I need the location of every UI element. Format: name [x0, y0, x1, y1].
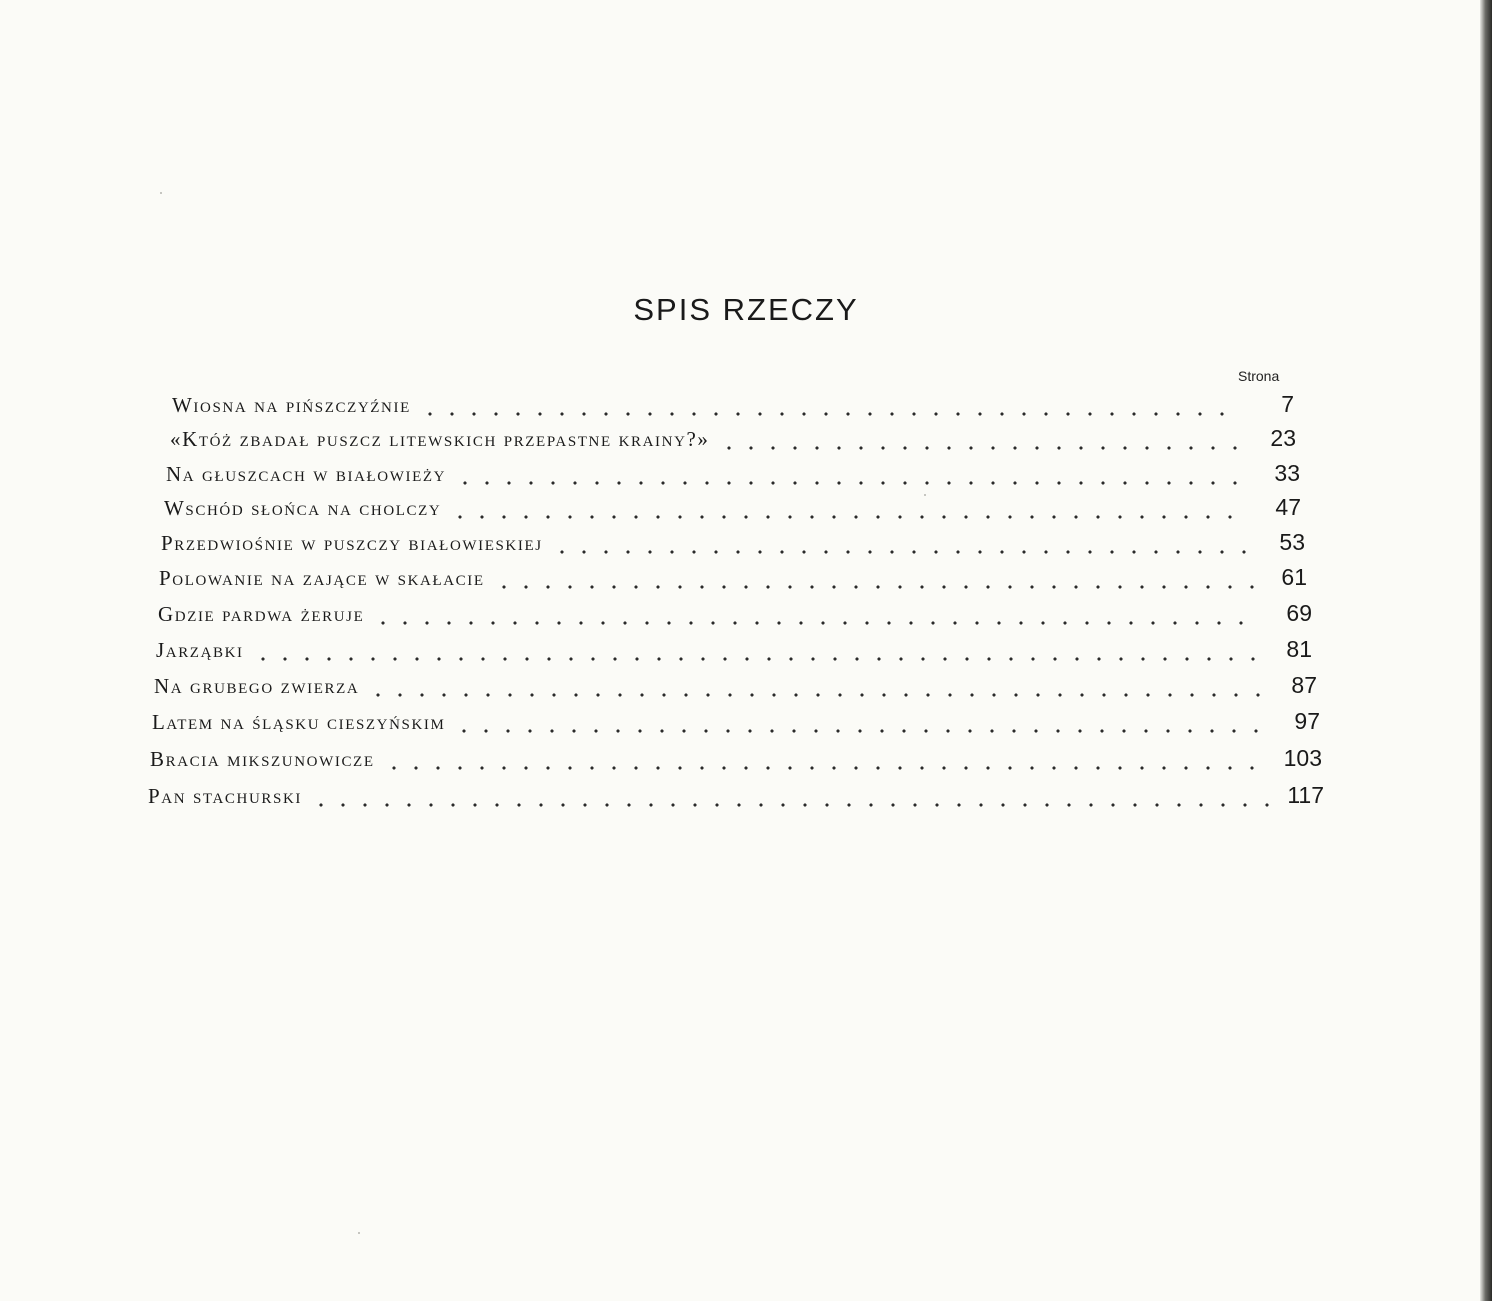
toc-entry[interactable]	[161, 529, 1305, 563]
entry-page-number: 117	[1287, 782, 1324, 808]
dot-leader	[419, 412, 1242, 416]
entry-title: Przedwiośnie w puszczy białowieskiej	[161, 531, 543, 555]
entry-page-number: 61	[1281, 564, 1307, 590]
entry-title: Bracia mikszunowicze	[150, 747, 375, 771]
toc-entry[interactable]	[152, 708, 1320, 742]
dot-leader	[449, 515, 1249, 519]
entry-title: Gdzie pardwa żeruje	[158, 602, 365, 626]
toc-entry[interactable]	[166, 460, 1300, 494]
entry-page-number: 7	[1281, 391, 1294, 417]
dot-leader	[383, 766, 1270, 770]
dot-leader	[551, 550, 1253, 554]
entry-page-number: 53	[1279, 529, 1305, 555]
entry-page-number: 81	[1286, 636, 1312, 662]
dot-leader	[453, 729, 1268, 733]
dot-leader	[367, 693, 1265, 697]
dot-leader	[454, 481, 1248, 485]
dot-leader	[252, 657, 1260, 661]
entry-title: Na grubego zwierza	[154, 674, 360, 698]
toc-entry[interactable]	[164, 494, 1301, 528]
page-title: SPIS RZECZY	[633, 292, 859, 327]
column-header-page: Strona	[1238, 368, 1280, 384]
entry-page-number: 47	[1275, 494, 1301, 520]
toc-entry[interactable]	[159, 564, 1307, 598]
entry-page-number: 23	[1270, 425, 1296, 451]
entry-page-number: 103	[1283, 745, 1322, 771]
dot-leader	[493, 585, 1255, 589]
toc-entry[interactable]	[148, 782, 1324, 816]
dot-leader	[372, 621, 1260, 625]
dot-leader	[310, 803, 1272, 807]
entry-title: Polowanie na zające w skałacie	[159, 566, 485, 590]
entry-title: Wiosna na pińszczyźnie	[172, 393, 411, 417]
entry-title: Jarząbki	[156, 638, 244, 662]
toc-entry[interactable]	[170, 425, 1296, 459]
toc-entry[interactable]	[158, 600, 1312, 634]
toc-entry[interactable]	[156, 636, 1312, 670]
entry-title: «Któż zbadał puszcz litewskich przepastne krainy?»	[170, 427, 710, 451]
dot-leader	[718, 446, 1244, 450]
entry-title: Na głuszcach w białowieży	[166, 462, 447, 486]
toc-entry[interactable]	[150, 745, 1322, 779]
entry-page-number: 33	[1274, 460, 1300, 486]
entry-title: Wschód słońca na cholczy	[164, 496, 442, 520]
entry-title: Pan stachurski	[148, 784, 302, 808]
entry-page-number: 69	[1286, 600, 1312, 626]
toc-entry[interactable]	[154, 672, 1317, 706]
entry-title: Latem na śląsku cieszyńskim	[152, 710, 446, 734]
entry-page-number: 97	[1294, 708, 1320, 734]
entry-page-number: 87	[1291, 672, 1317, 698]
toc-entry[interactable]	[172, 391, 1294, 425]
